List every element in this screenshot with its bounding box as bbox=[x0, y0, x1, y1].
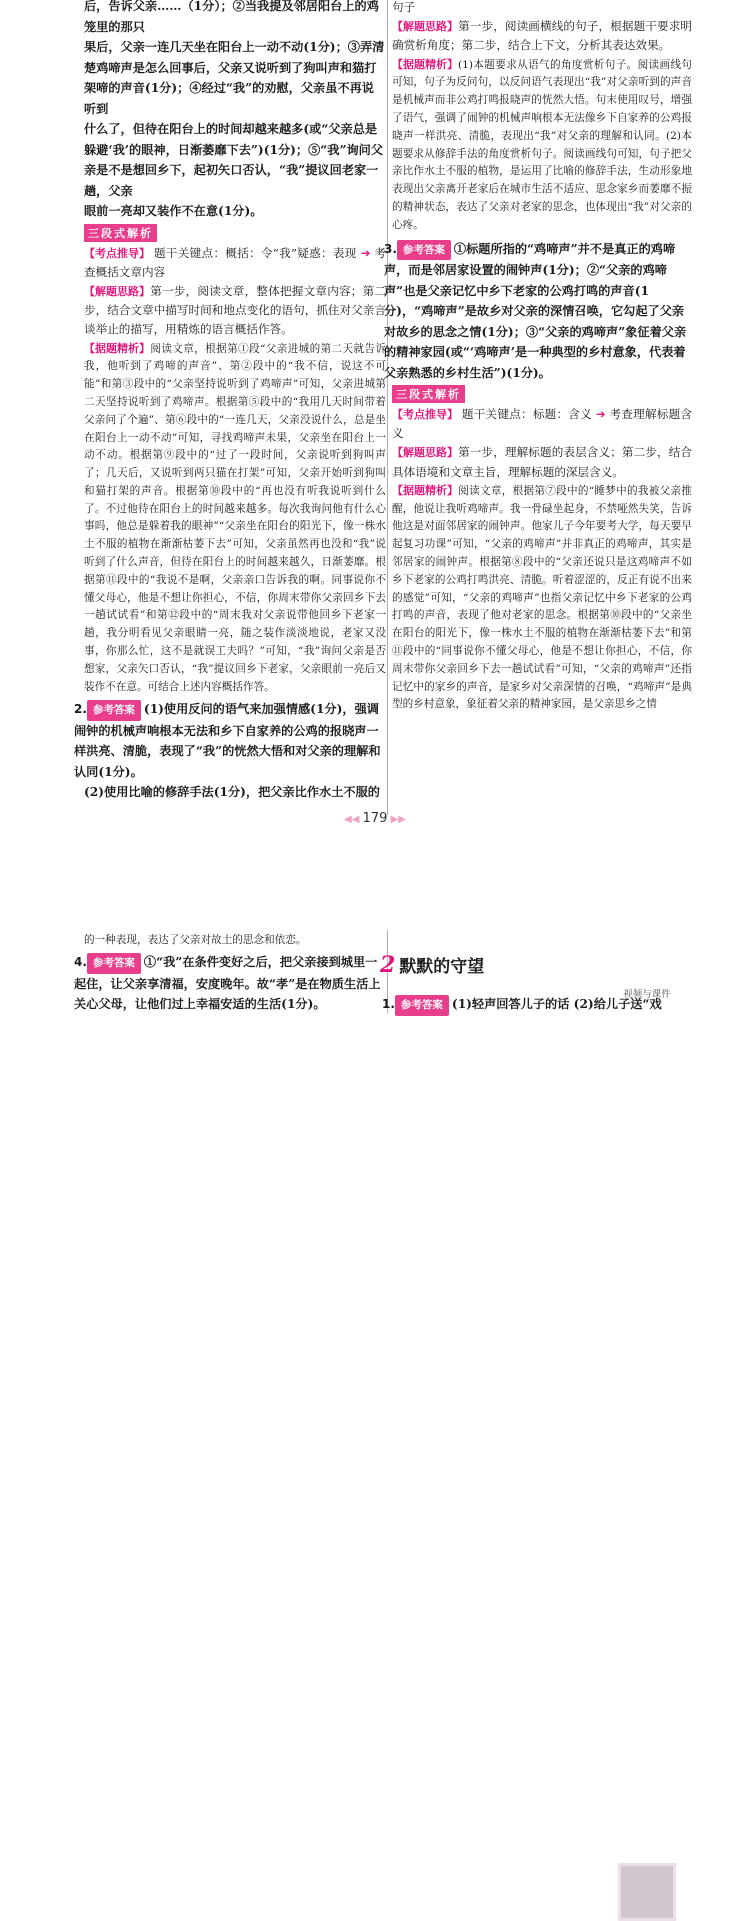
arrow-right-icon: ➔ bbox=[360, 245, 371, 260]
jt-text: 第一步，阅读画横线的句子，根据题干要求明确赏析角度；第二步，结合上下文，分析其表达效果。 bbox=[392, 19, 692, 53]
intro-line: 后，告诉父亲……（1分）；②当我提及邻居阳台上的鸡笼里的那只 bbox=[84, 0, 379, 34]
jt-tag: 【解题思路】 bbox=[392, 446, 458, 460]
q2-number: 2. bbox=[74, 702, 87, 717]
jt-block bbox=[84, 282, 386, 340]
intro-line: 什么了，但待在阳台上的时间却越来越多(或“父亲总是 bbox=[84, 122, 378, 136]
column-divider bbox=[387, 0, 388, 815]
q1-text: (1)轻声回答儿子的话 (2)给儿子送“戏 bbox=[451, 997, 662, 1011]
answer-badge: 参考答案 bbox=[87, 953, 141, 974]
q4-text: ①“我”在条件变好之后，把父亲接到城里一起住，让父亲享清福，安度晚年。故“孝”是在物质生活上关心父母，让他们过上幸福安适的生活(1分)。 bbox=[74, 955, 381, 1011]
jx-tag: 【据题精析】 bbox=[392, 483, 458, 497]
jx-text: 阅读文章，根据第⑦段中的“睡梦中的我被父亲推醒，他说让我听鸡啼声。我一骨碌坐起身，不禁哑然失笑，告诉他这是对面邻居家的闹钟声。他家儿子今年要考大学，每天要早起复习功课”可知，“父亲的鸡啼声”并非真正的鸡啼声，其实是邻居家的闹钟声。根据第⑧段中的“父亲还说只是这鸡啼声不如乡下老家的公鸡打鸣洪亮、清脆。听着涩涩的，反正有说不出来的感觉”可知，“父亲的鸡啼声”也指父亲记忆中乡下老家的公鸡打鸣的声音，表现了他对老家的思念。根据第⑩段中的“父亲坐在阳台的阳光下，像一株水土不服的植物在渐渐枯萎下去”和第⑪段中的“同事说你不懂父母心，他是不想让你担心，不信，你周末带你父亲回乡下去一趟试试看”可知，“父亲的鸡啼声”还指记忆中的家乡的声音，是家乡对父亲深情的召唤，“鸡啼声”是典型的乡村意象，象征着父亲的精神家园，是父亲思乡之情 bbox=[392, 484, 692, 711]
q4-answer bbox=[74, 952, 384, 1015]
kp-block bbox=[84, 244, 386, 282]
q3-number: 3. bbox=[384, 241, 397, 256]
jt-block bbox=[392, 17, 692, 55]
q1-number: 1. bbox=[382, 997, 395, 1011]
kp-text: 题干关键点：标题：含义 bbox=[461, 407, 592, 422]
kp-tag: 【考点推导】 bbox=[84, 246, 150, 260]
q4-number: 4. bbox=[74, 955, 87, 969]
section-band: 三段式解析 bbox=[84, 222, 386, 244]
jx-text: 阅读文章，根据第①段“父亲进城的第二天就告诉我，他听到了鸡啼的声音”、第②段中的“我不信，说这不可能”和第③段中的“父亲坚持说听到了鸡啼声”可知，父亲进城第二天坚持说听到了鸡啼声。根据第⑤段中的“我用几天时间带着父亲问了个遍”、第⑥段中的“一连几天，父亲没说什么，总是坐在阳台上一动不动”可知，寻找鸡啼声未果，父亲坐在阳台上一动不动。根据第⑨段中的“过了一段时间，父亲说听到狗叫声了；几天后，又说听到两只猫在打架”可知，父亲开始听到狗叫和猫打架的声音。根据第⑩段中的“再也没有听我说听到什么了。不过他待在阳台上的时间越来越多。每次我询问他有什么心事吗，他总是躲着我的眼神”“父亲坐在阳台的阳光下，像一株水土不服的植物在渐渐枯萎下去”可知，父亲虽然再也没和“我”说听到了什么声音，但待在阳台上的时间越来越久，日渐萎靡。根据第⑪段中的“我说不是啊，父亲亲口告诉我的啊。同事说你不懂父母心，他是不想让你担心，不信，你周末带你父亲回乡下去一趟试试看”和第⑫段中的“周末我对父亲说带他回乡下老家一趟，我分明看见父亲眼睛一亮，随之装作淡淡地说，老家又没事，你那么忙，这不是就误工夫吗？”可知，“我”询问父亲是否想家，父亲矢口否认，“我”提议回乡下老家，父亲眼前一亮后又装作不在意。可结合上述内容概括作答。 bbox=[84, 342, 386, 693]
intro-line: 果后，父亲一连几天坐在阳台上一动不动(1分)；③弄清 bbox=[84, 40, 385, 54]
intro-line: 架啼的声音(1分)；④经过“我”的劝慰，父亲虽不再说听到 bbox=[84, 81, 374, 116]
answer-badge: 参考答案 bbox=[395, 995, 449, 1016]
jx-tag: 【据题精析】 bbox=[84, 341, 150, 355]
section-title: 默默的守望 bbox=[399, 957, 485, 977]
jt-tag: 【解题思路】 bbox=[84, 284, 150, 298]
qr-code-icon[interactable] bbox=[618, 1863, 676, 1921]
q2-answer bbox=[74, 699, 386, 782]
q3-answer bbox=[384, 239, 692, 384]
jt-text: 第一步，理解标题的表层含义；第二步，结合具体语境和文章主旨，理解标题的深层含义。 bbox=[392, 445, 692, 479]
dots-icon: ◀◀ bbox=[344, 814, 363, 825]
kp-result: 考查理解标题含义 bbox=[392, 407, 693, 441]
page-number: ◀◀ 179 ▶▶ bbox=[344, 811, 406, 826]
page-gap bbox=[0, 830, 750, 930]
jt-text: 第一步，阅读文章，整体把握文章内容；第二步，结合文章中描写时间和地点变化的语句，抓住对父亲言谈举止的描写，用精炼的语言概括作答。 bbox=[84, 283, 386, 337]
kp-result: 考查概括文章内容 bbox=[84, 245, 386, 279]
arrow-right-icon: ➔ bbox=[595, 407, 606, 422]
answer-badge: 参考答案 bbox=[397, 240, 451, 261]
jx-text: (1)本题要求从语气的角度赏析句子。阅读画线句可知，句子为反问句，以反问语气表现出“我”对父亲听到的声音是机械声而非公鸡打鸣报晓声的恍然大悟。句末使用叹号，增强了语气，强调了闹钟的机械声响根本无法像乡下自家养的公鸡报晓声一样洪亮、清脆，表现出“我”对父亲的理解和认同。(2)本题要求从修辞手法的角度赏析句子。阅读画线句可知，句子把父亲比作水土不服的植物，是运用了比喻的修辞手法，生动形象地表现出父亲离开老家后在城市生活不适应、思念家乡而萎靡不振的精神状态，表达了父亲对老家的思念，也体现出“我”对父亲的心疼。 bbox=[392, 58, 692, 231]
dots-icon: ▶▶ bbox=[387, 814, 406, 825]
intro-line: 楚鸡啼声是怎么回事后，父亲又说听到了狗叫声和猫打 bbox=[84, 60, 377, 75]
q1-answer-next bbox=[382, 994, 702, 1016]
answer-badge: 参考答案 bbox=[87, 700, 141, 721]
right-intro: 句子 bbox=[392, 0, 416, 14]
kp-block bbox=[392, 405, 692, 443]
q2-answer-part2: (2)使用比喻的修辞手法(1分)，把父亲比作水土不服的 bbox=[84, 785, 380, 800]
qr-label: 视频与课件 bbox=[623, 989, 671, 1000]
kp-text: 题干关键点：概括：令“我”疑惑：表现 bbox=[153, 245, 357, 260]
jx-tag: 【据题精析】 bbox=[392, 57, 458, 71]
q1-answer-continuation bbox=[84, 0, 386, 222]
left-column bbox=[74, 0, 386, 803]
jx-block bbox=[392, 56, 692, 235]
left-continuation: 的一种表现，表达了父亲对故土的思念和依恋。 bbox=[84, 934, 307, 946]
right-column bbox=[384, 0, 693, 714]
kp-tag: 【考点推导】 bbox=[392, 408, 458, 422]
q2-text: (1)使用反问的语气来加强情感(1分)，强调闹钟的机械声响根本无法和乡下自家养的公鸡的报晓声一样洪亮、清脆，表现了“我”的恍然大悟和对父亲的理解和认同(1分)。 bbox=[74, 702, 381, 779]
jx-block bbox=[392, 482, 692, 714]
jt-tag: 【解题思路】 bbox=[392, 20, 458, 34]
jx-block bbox=[84, 340, 386, 697]
intro-line: 亲是不是想回乡下，起初矢口否认，“我”提议回老家一趟，父亲 bbox=[84, 163, 379, 198]
section-heading bbox=[380, 952, 484, 978]
section-band: 三段式解析 bbox=[392, 383, 692, 405]
q3-text: ①标题所指的“鸡啼声”并不是真正的鸡啼声，而是邻居家设置的闹钟声(1分)；②“父亲的鸡啼声”也是父亲记忆中乡下老家的公鸡打鸣的声音(1分)，“鸡啼声”是故乡对父亲的深情召唤，它勾起了父亲对故乡的思念之情(1分)；③“父亲的鸡啼声”象征着父亲的精神家园(或“‘鸡啼声’是一种典型的乡村意象，代表着父亲熟悉的乡村生活”)(1分)。 bbox=[384, 241, 687, 380]
jt-block bbox=[392, 443, 692, 481]
section-number: 2 bbox=[380, 952, 396, 978]
intro-line: 眼前一亮却又装作不在意(1分)。 bbox=[84, 204, 263, 218]
intro-line: 躲避‘我’的眼神，日渐萎靡下去”)(1分)；⑤“我”询问父 bbox=[84, 142, 384, 157]
answer-page bbox=[0, 0, 750, 830]
